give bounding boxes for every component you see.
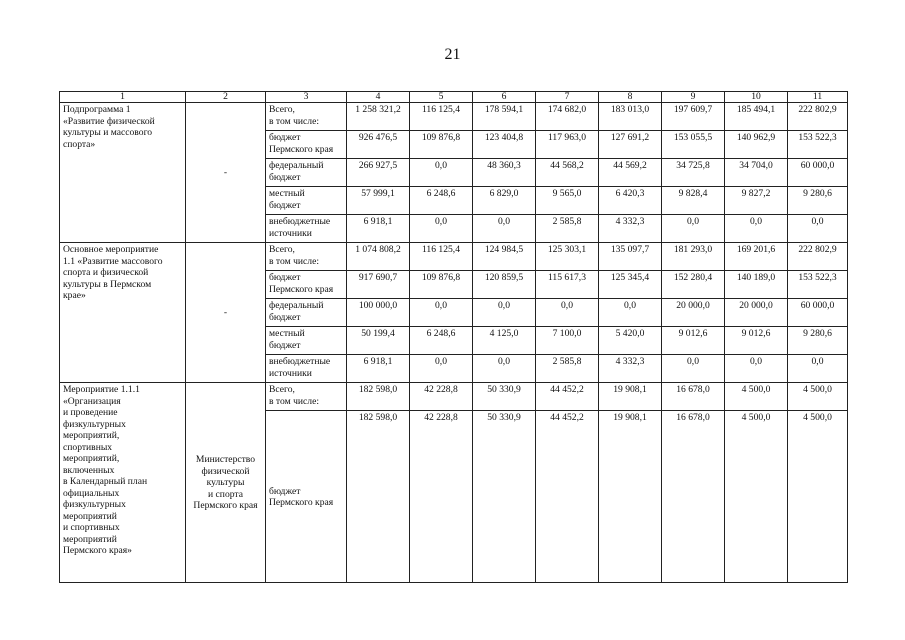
value-cell: 153 522,3	[788, 131, 848, 159]
funding-source-cell: бюджет Пермского края	[266, 411, 347, 583]
program-name-cell: Подпрограмма 1 «Развитие физической культуры и массового спорта»	[60, 103, 186, 243]
value-cell: 44 568,2	[536, 159, 599, 187]
value-cell: 44 452,2	[536, 383, 599, 411]
value-cell: 124 984,5	[473, 243, 536, 271]
value-cell: 6 248,6	[410, 327, 473, 355]
value-cell: 6 420,3	[599, 187, 662, 215]
value-cell: 5 420,0	[599, 327, 662, 355]
value-cell: 0,0	[725, 355, 788, 383]
value-cell: 4 500,0	[788, 411, 848, 583]
executor-cell: Министерство физической культуры и спорта Пермского края	[186, 383, 266, 583]
value-cell: 181 293,0	[662, 243, 725, 271]
funding-source-cell: бюджет Пермского края	[266, 271, 347, 299]
column-number: 10	[725, 92, 788, 103]
funding-source-cell: федеральный бюджет	[266, 159, 347, 187]
value-cell: 197 609,7	[662, 103, 725, 131]
column-number: 11	[788, 92, 848, 103]
value-cell: 7 100,0	[536, 327, 599, 355]
funding-source-cell: местный бюджет	[266, 187, 347, 215]
value-cell: 182 598,0	[347, 383, 410, 411]
value-cell: 153 055,5	[662, 131, 725, 159]
value-cell: 0,0	[410, 355, 473, 383]
value-cell: 48 360,3	[473, 159, 536, 187]
value-cell: 6 829,0	[473, 187, 536, 215]
value-cell: 140 189,0	[725, 271, 788, 299]
funding-source-cell: федеральный бюджет	[266, 299, 347, 327]
value-cell: 152 280,4	[662, 271, 725, 299]
value-cell: 9 565,0	[536, 187, 599, 215]
value-cell: 222 802,9	[788, 243, 848, 271]
value-cell: 169 201,6	[725, 243, 788, 271]
value-cell: 100 000,0	[347, 299, 410, 327]
column-number: 7	[536, 92, 599, 103]
value-cell: 185 494,1	[725, 103, 788, 131]
value-cell: 109 876,8	[410, 271, 473, 299]
column-number-row	[60, 92, 848, 103]
value-cell: 0,0	[473, 215, 536, 243]
value-cell: 0,0	[599, 299, 662, 327]
value-cell: 4 500,0	[788, 383, 848, 411]
value-cell: 42 228,8	[410, 383, 473, 411]
value-cell: 174 682,0	[536, 103, 599, 131]
value-cell: 917 690,7	[347, 271, 410, 299]
program-name-cell: Основное мероприятие 1.1 «Развитие массового спорта и физической культуры в Пермском крае»	[60, 243, 186, 383]
value-cell: 4 500,0	[725, 411, 788, 583]
value-cell: 50 330,9	[473, 411, 536, 583]
value-cell: 9 827,2	[725, 187, 788, 215]
value-cell: 125 345,4	[599, 271, 662, 299]
funding-source-cell: внебюджетные источники	[266, 355, 347, 383]
executor-cell: -	[186, 103, 266, 243]
value-cell: 117 963,0	[536, 131, 599, 159]
value-cell: 109 876,8	[410, 131, 473, 159]
value-cell: 0,0	[410, 299, 473, 327]
column-number: 2	[186, 92, 266, 103]
value-cell: 6 918,1	[347, 355, 410, 383]
value-cell: 44 452,2	[536, 411, 599, 583]
value-cell: 120 859,5	[473, 271, 536, 299]
value-cell: 0,0	[662, 215, 725, 243]
value-cell: 125 303,1	[536, 243, 599, 271]
funding-source-cell: Всего, в том числе:	[266, 103, 347, 131]
value-cell: 34 725,8	[662, 159, 725, 187]
value-cell: 4 500,0	[725, 383, 788, 411]
value-cell: 1 074 808,2	[347, 243, 410, 271]
value-cell: 50 199,4	[347, 327, 410, 355]
value-cell: 183 013,0	[599, 103, 662, 131]
value-cell: 222 802,9	[788, 103, 848, 131]
value-cell: 0,0	[536, 299, 599, 327]
value-cell: 60 000,0	[788, 159, 848, 187]
value-cell: 2 585,8	[536, 215, 599, 243]
value-cell: 9 280,6	[788, 327, 848, 355]
value-cell: 140 962,9	[725, 131, 788, 159]
value-cell: 0,0	[410, 215, 473, 243]
column-number: 4	[347, 92, 410, 103]
column-number: 1	[60, 92, 186, 103]
value-cell: 0,0	[473, 355, 536, 383]
value-cell: 16 678,0	[662, 411, 725, 583]
value-cell: 0,0	[725, 215, 788, 243]
value-cell: 116 125,4	[410, 103, 473, 131]
value-cell: 2 585,8	[536, 355, 599, 383]
value-cell: 153 522,3	[788, 271, 848, 299]
value-cell: 6 918,1	[347, 215, 410, 243]
value-cell: 60 000,0	[788, 299, 848, 327]
value-cell: 266 927,5	[347, 159, 410, 187]
table-row	[60, 243, 848, 271]
value-cell: 6 248,6	[410, 187, 473, 215]
column-number: 8	[599, 92, 662, 103]
value-cell: 178 594,1	[473, 103, 536, 131]
funding-source-cell: Всего, в том числе:	[266, 383, 347, 411]
value-cell: 0,0	[788, 355, 848, 383]
value-cell: 0,0	[473, 299, 536, 327]
value-cell: 4 332,3	[599, 355, 662, 383]
value-cell: 50 330,9	[473, 383, 536, 411]
program-name-cell: Мероприятие 1.1.1 «Организация и проведение физкультурных мероприятий, спортивных мероприятий, включенных в Календарный план официальных физкультурных мероприятий и спортивных мероприятий Пермского края»	[60, 383, 186, 583]
value-cell: 123 404,8	[473, 131, 536, 159]
budget-table	[59, 91, 848, 583]
value-cell: 20 000,0	[662, 299, 725, 327]
value-cell: 9 280,6	[788, 187, 848, 215]
value-cell: 1 258 321,2	[347, 103, 410, 131]
table-row	[60, 103, 848, 131]
value-cell: 4 332,3	[599, 215, 662, 243]
value-cell: 42 228,8	[410, 411, 473, 583]
value-cell: 0,0	[662, 355, 725, 383]
funding-source-cell: местный бюджет	[266, 327, 347, 355]
value-cell: 0,0	[788, 215, 848, 243]
value-cell: 182 598,0	[347, 411, 410, 583]
value-cell: 4 125,0	[473, 327, 536, 355]
table-row	[60, 383, 848, 411]
executor-cell: -	[186, 243, 266, 383]
value-cell: 135 097,7	[599, 243, 662, 271]
value-cell: 9 012,6	[662, 327, 725, 355]
column-number: 9	[662, 92, 725, 103]
value-cell: 115 617,3	[536, 271, 599, 299]
funding-source-cell: Всего, в том числе:	[266, 243, 347, 271]
funding-source-cell: бюджет Пермского края	[266, 131, 347, 159]
value-cell: 34 704,0	[725, 159, 788, 187]
value-cell: 44 569,2	[599, 159, 662, 187]
column-number: 6	[473, 92, 536, 103]
page-number: 21	[444, 46, 461, 63]
value-cell: 19 908,1	[599, 411, 662, 583]
value-cell: 16 678,0	[662, 383, 725, 411]
column-number: 3	[266, 92, 347, 103]
value-cell: 57 999,1	[347, 187, 410, 215]
value-cell: 926 476,5	[347, 131, 410, 159]
value-cell: 19 908,1	[599, 383, 662, 411]
value-cell: 9 012,6	[725, 327, 788, 355]
value-cell: 127 691,2	[599, 131, 662, 159]
value-cell: 20 000,0	[725, 299, 788, 327]
funding-source-cell: внебюджетные источники	[266, 215, 347, 243]
value-cell: 116 125,4	[410, 243, 473, 271]
value-cell: 0,0	[410, 159, 473, 187]
column-number: 5	[410, 92, 473, 103]
value-cell: 9 828,4	[662, 187, 725, 215]
